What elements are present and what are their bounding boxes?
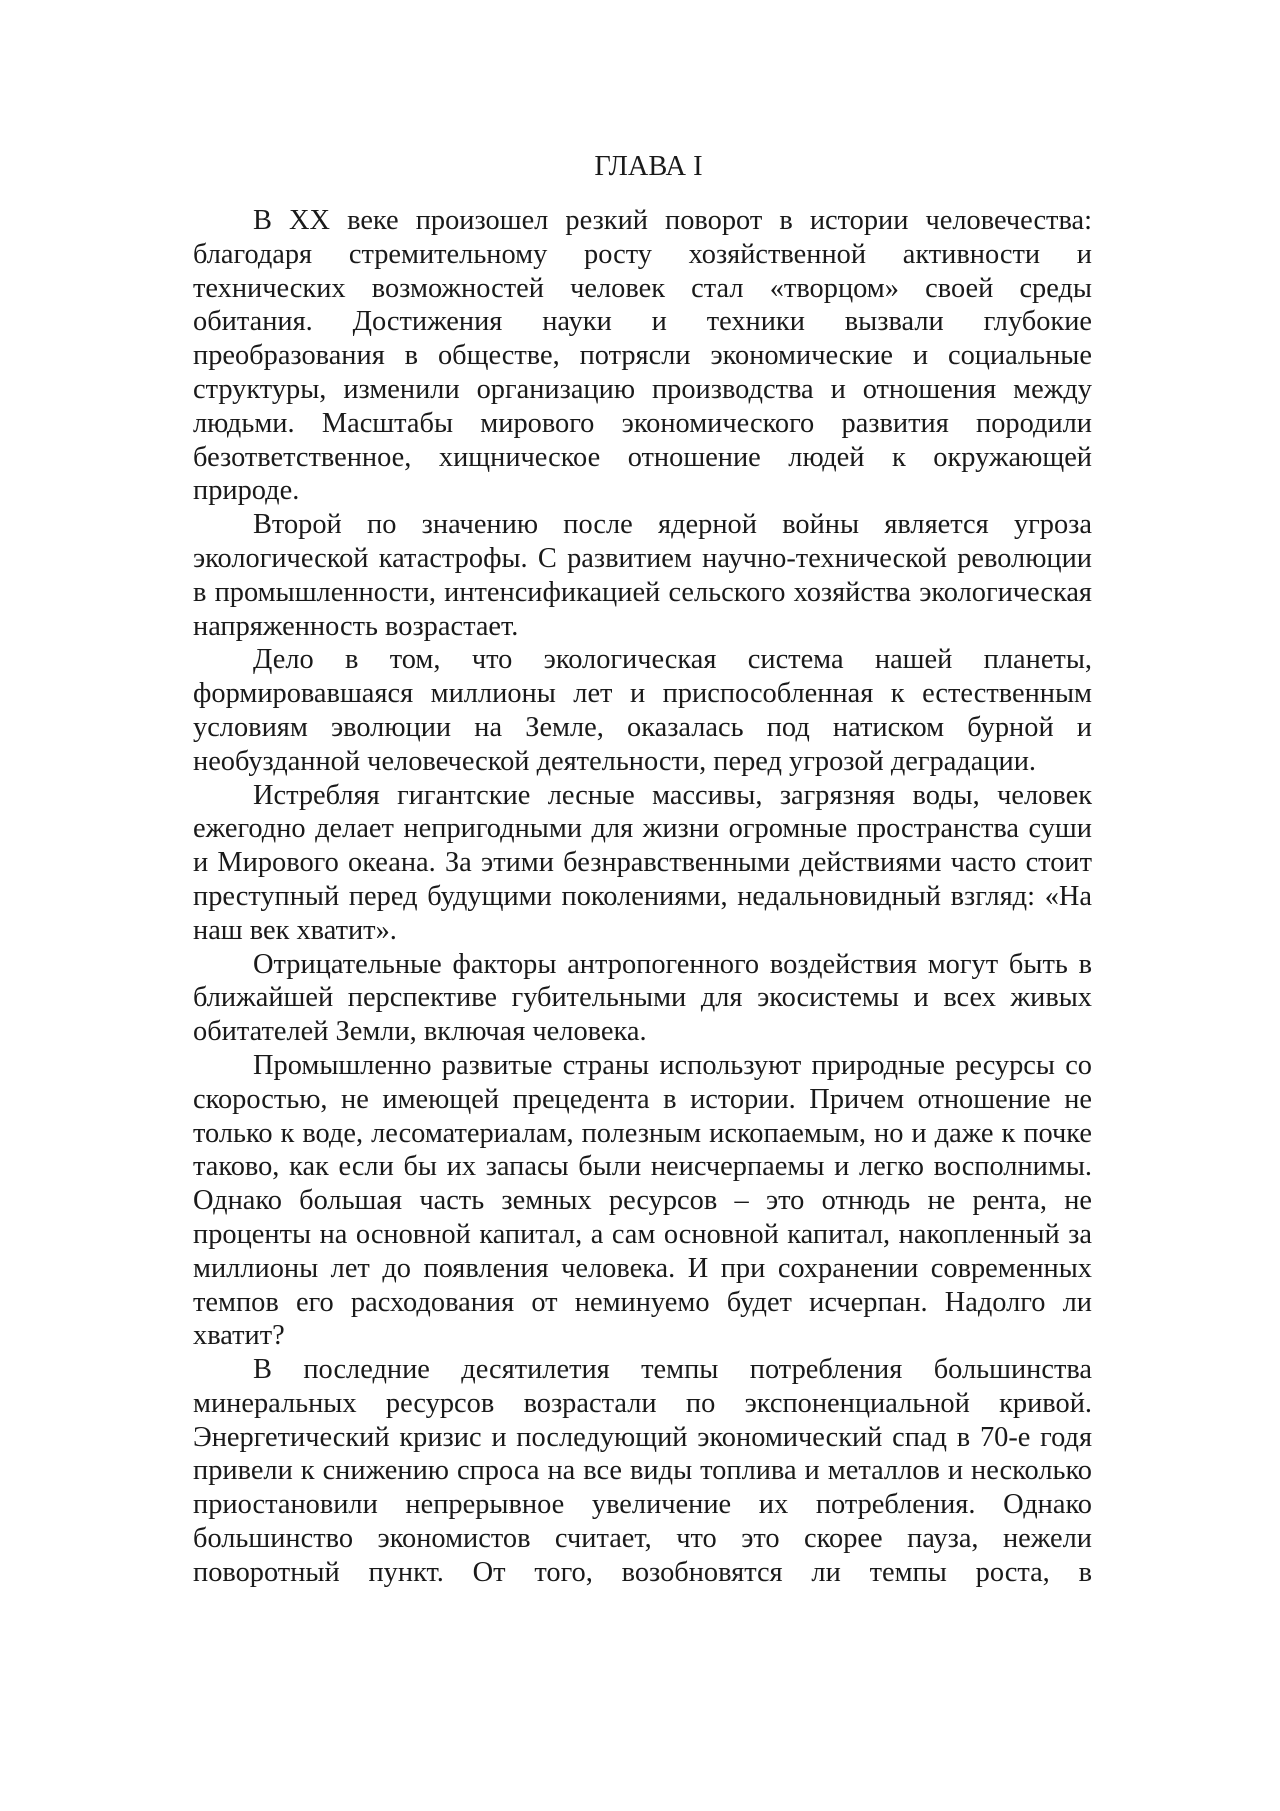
- paragraph-6: Промышленно развитые страны используют природные ресурсы со скоростью, не имеющей прецедента в истории. Причем отношение не только к воде, лесоматериалам, полезным ископаемым, но и даже к почке таково, как если бы их запасы были неисчерпаемы и легко восполнимы. Однако большая часть земных ресурсов – это отнюдь не рента, не проценты на основной капитал, а сам основной капитал, накопленный за миллионы лет до появления человека. И при сохранении современных темпов его расходования от неминуемо будет исчерпан. Надолго ли хватит?: [193, 1049, 1092, 1352]
- paragraph-5: Отрицательные факторы антропогенного воздействия могут быть в ближайшей перспективе губительными для экосистемы и всех живых обитателей Земли, включая человека.: [193, 948, 1092, 1048]
- chapter-title: ГЛАВА I: [594, 151, 703, 182]
- paragraph-3: Дело в том, что экологическая система нашей планеты, формировавшаяся миллионы лет и приспособленная к естественным условиям эволюции на Земле, оказалась под натиском бурной и необузданной человеческой деятельности, перед угрозой деградации.: [193, 644, 1092, 777]
- paragraph-7: В последние десятилетия темпы потребления большинства минеральных ресурсов возрастали по экспоненциальной кривой. Энергетический кризис и последующий экономический спад в 70-е годя привели к снижению спроса на все виды топлива и металлов и несколько приостановили непрерывное увеличение их потребления. Однако большинство экономистов считает, что это скорее пауза, нежели поворотный пункт. От того, возобновятся ли темпы роста, в: [193, 1354, 1092, 1588]
- paragraph-1: В XX веке произошел резкий поворот в истории человечества: благодаря стремительному росту хозяйственной активности и технических возможностей человек стал «творцом» своей среды обитания. Достижения науки и техники вызвали глубокие преобразования в обществе, потрясли экономические и социальные структуры, изменили организацию производства и отношения между людьми. Масштабы мирового экономического развития породили безответственное, хищническое отношение людей к окружающей природе.: [193, 205, 1092, 507]
- paragraph-2: Второй по значению после ядерной войны является угроза экологической катастрофы. С развитием научно-технической революции в промышленности, интенсификацией сельского хозяйства экологическая напряженность возрастает.: [193, 509, 1092, 642]
- paragraph-4: Истребляя гигантские лесные массивы, загрязняя воды, человек ежегодно делает непригодными для жизни огромные пространства суши и Мирового океана. За этими безнравственными действиями часто стоит преступный перед будущими поколениями, недальновидный взгляд: «На наш век хватит».: [193, 779, 1092, 946]
- document-body: [193, 150, 1092, 1590]
